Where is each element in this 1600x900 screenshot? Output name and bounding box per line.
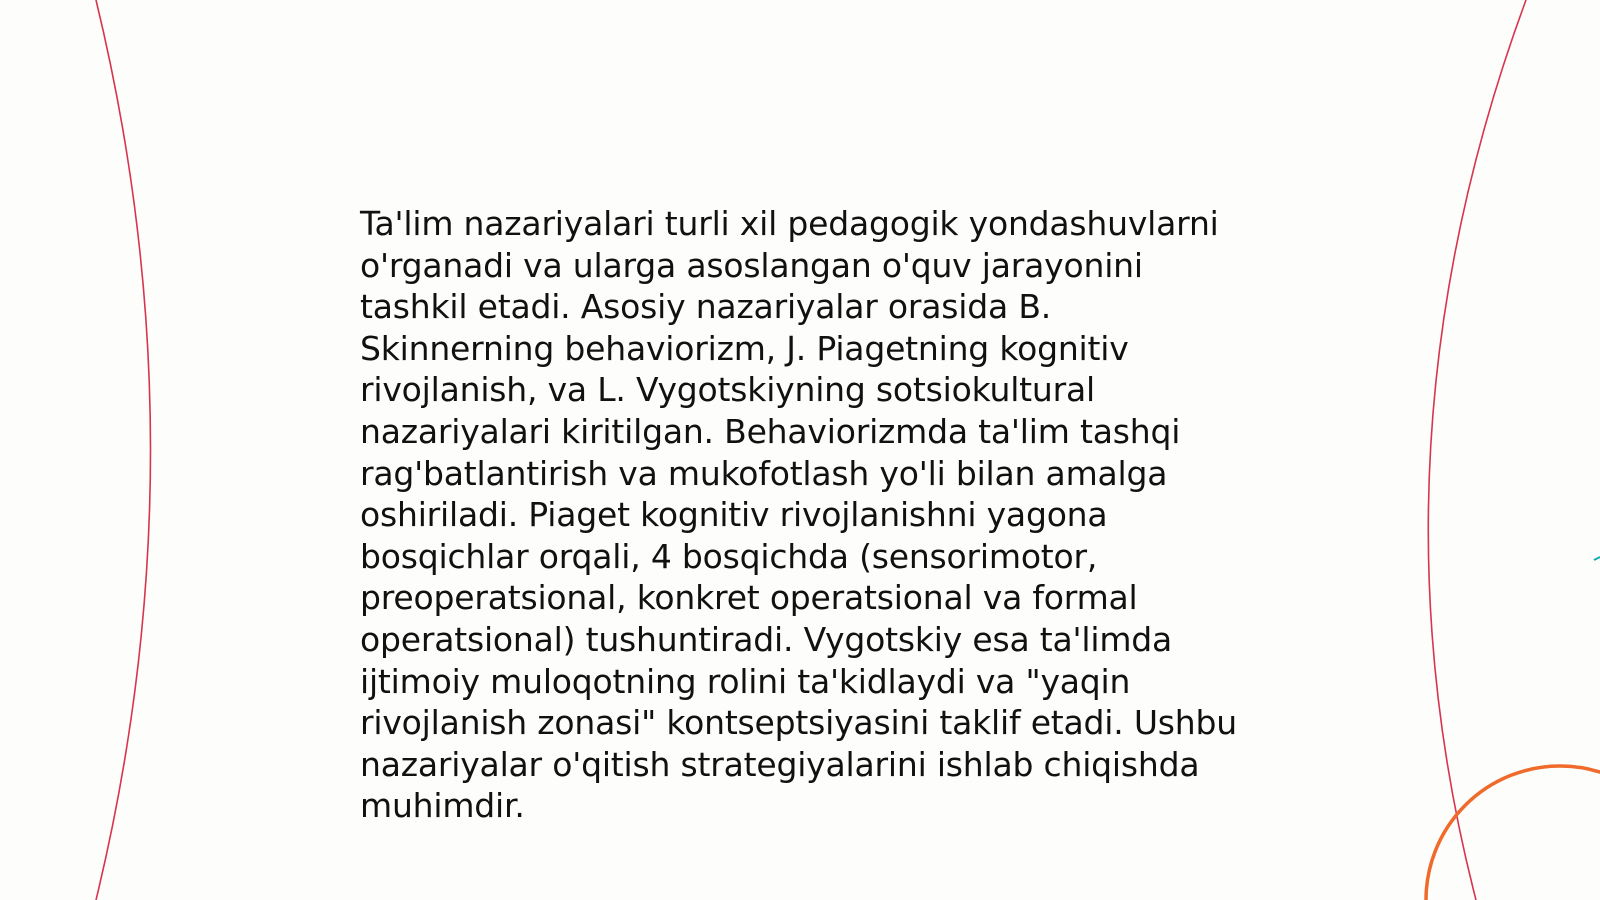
body-paragraph: Ta'lim nazariyalari turli xil pedagogik yondashuvlarni o'rganadi va ularga asoslangan o'quv jarayonini tashkil etadi. Asosiy nazariyalar orasida B. Skinnerning behaviorizm, J. Piagetning kognitiv rivojlanish, va L. Vygotskiyning sotsiokultural nazariyalari kiritilgan. Behaviorizmda ta'lim tashqi rag'batlantirish va mukofotlash yo'li bilan amalga oshiriladi. Piaget kognitiv rivojlanishni yagona bosqichlar orqali, 4 bosqichda (sensorimotor, preoperatsional, konkret operatsional va formal operatsional) tushuntiradi. Vygotskiy esa ta'limda ijtimoiy muloqotning rolini ta'kidlaydi va "yaqin rivojlanish zonasi" kontseptsiyasini taklif etadi. Ushbu nazariyalar o'qitish strategiyalarini ishlab chiqishda muhimdir. <box>360 204 1237 826</box>
teal-mark-accent <box>1594 557 1600 560</box>
right-curve-line <box>1428 0 1526 900</box>
left-curve-line <box>96 0 151 900</box>
orange-circle-accent <box>1426 766 1600 900</box>
